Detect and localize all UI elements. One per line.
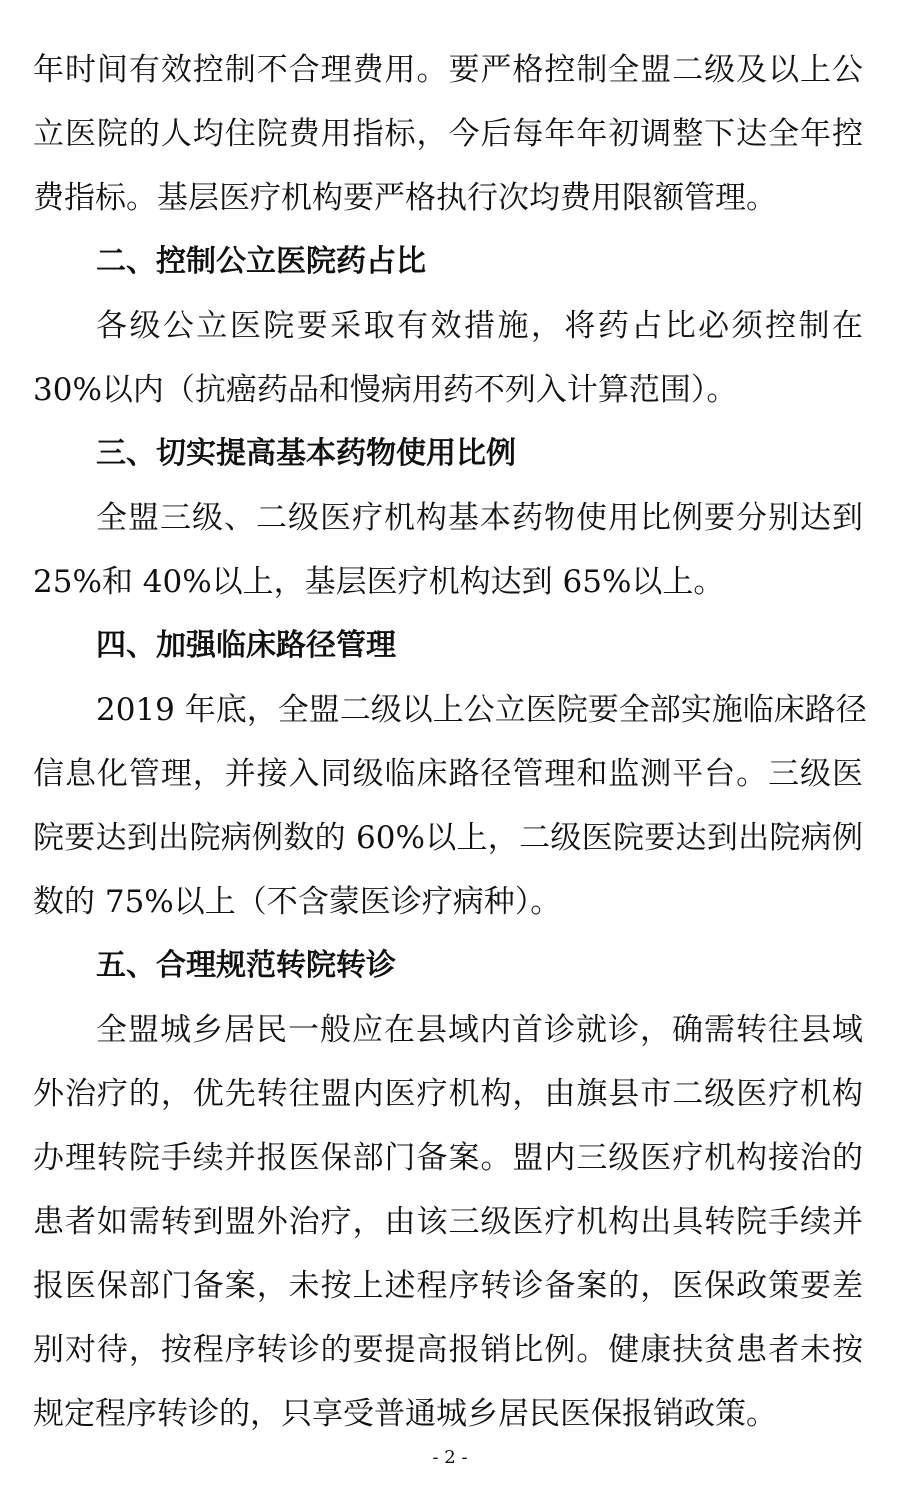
- paragraph-line: 费指标。基层医疗机构要严格执行次均费用限额管理。: [33, 180, 777, 216]
- paragraph-line: 患者如需转到盟外治疗，由该三级医疗机构出具转院手续并: [33, 1204, 863, 1240]
- paragraph-line: 报医保部门备案，未按上述程序转诊备案的，医保政策要差: [33, 1268, 863, 1304]
- paragraph-line: 2019 年底，全盟二级以上公立医院要全部实施临床路径: [96, 692, 867, 728]
- paragraph-line: 规定程序转诊的，只享受普通城乡居民医保报销政策。: [33, 1396, 777, 1432]
- paragraph-line: 院要达到出院病例数的 60%以上，二级医院要达到出院病例: [33, 820, 863, 856]
- paragraph-line: 全盟三级、二级医疗机构基本药物使用比例要分别达到: [96, 500, 863, 536]
- paragraph-line: 各级公立医院要采取有效措施，将药占比必须控制在: [96, 308, 863, 344]
- section-heading-5: 五、合理规范转院转诊: [96, 948, 396, 983]
- page-number: - 2 -: [432, 1447, 468, 1468]
- paragraph-line: 年时间有效控制不合理费用。要严格控制全盟二级及以上公: [33, 52, 863, 88]
- paragraph-line: 25%和 40%以上，基层医疗机构达到 65%以上。: [33, 564, 725, 600]
- paragraph-line: 30%以内（抗癌药品和慢病用药不列入计算范围）。: [33, 372, 738, 408]
- paragraph-line: 全盟城乡居民一般应在县域内首诊就诊，确需转往县域: [96, 1012, 863, 1048]
- section-heading-4: 四、加强临床路径管理: [96, 628, 396, 663]
- paragraph-line: 数的 75%以上（不含蒙医诊疗病种）。: [33, 884, 562, 920]
- section-heading-2: 二、控制公立医院药占比: [96, 244, 426, 279]
- paragraph-line: 立医院的人均住院费用指标，今后每年年初调整下达全年控: [33, 116, 863, 152]
- section-heading-3: 三、切实提高基本药物使用比例: [96, 436, 516, 471]
- paragraph-line: 别对待，按程序转诊的要提高报销比例。健康扶贫患者未按: [33, 1332, 863, 1368]
- paragraph-line: 外治疗的，优先转往盟内医疗机构，由旗县市二级医疗机构: [33, 1076, 863, 1112]
- paragraph-line: 办理转院手续并报医保部门备案。盟内三级医疗机构接治的: [33, 1140, 863, 1176]
- paragraph-line: 信息化管理，并接入同级临床路径管理和监测平台。三级医: [33, 756, 863, 792]
